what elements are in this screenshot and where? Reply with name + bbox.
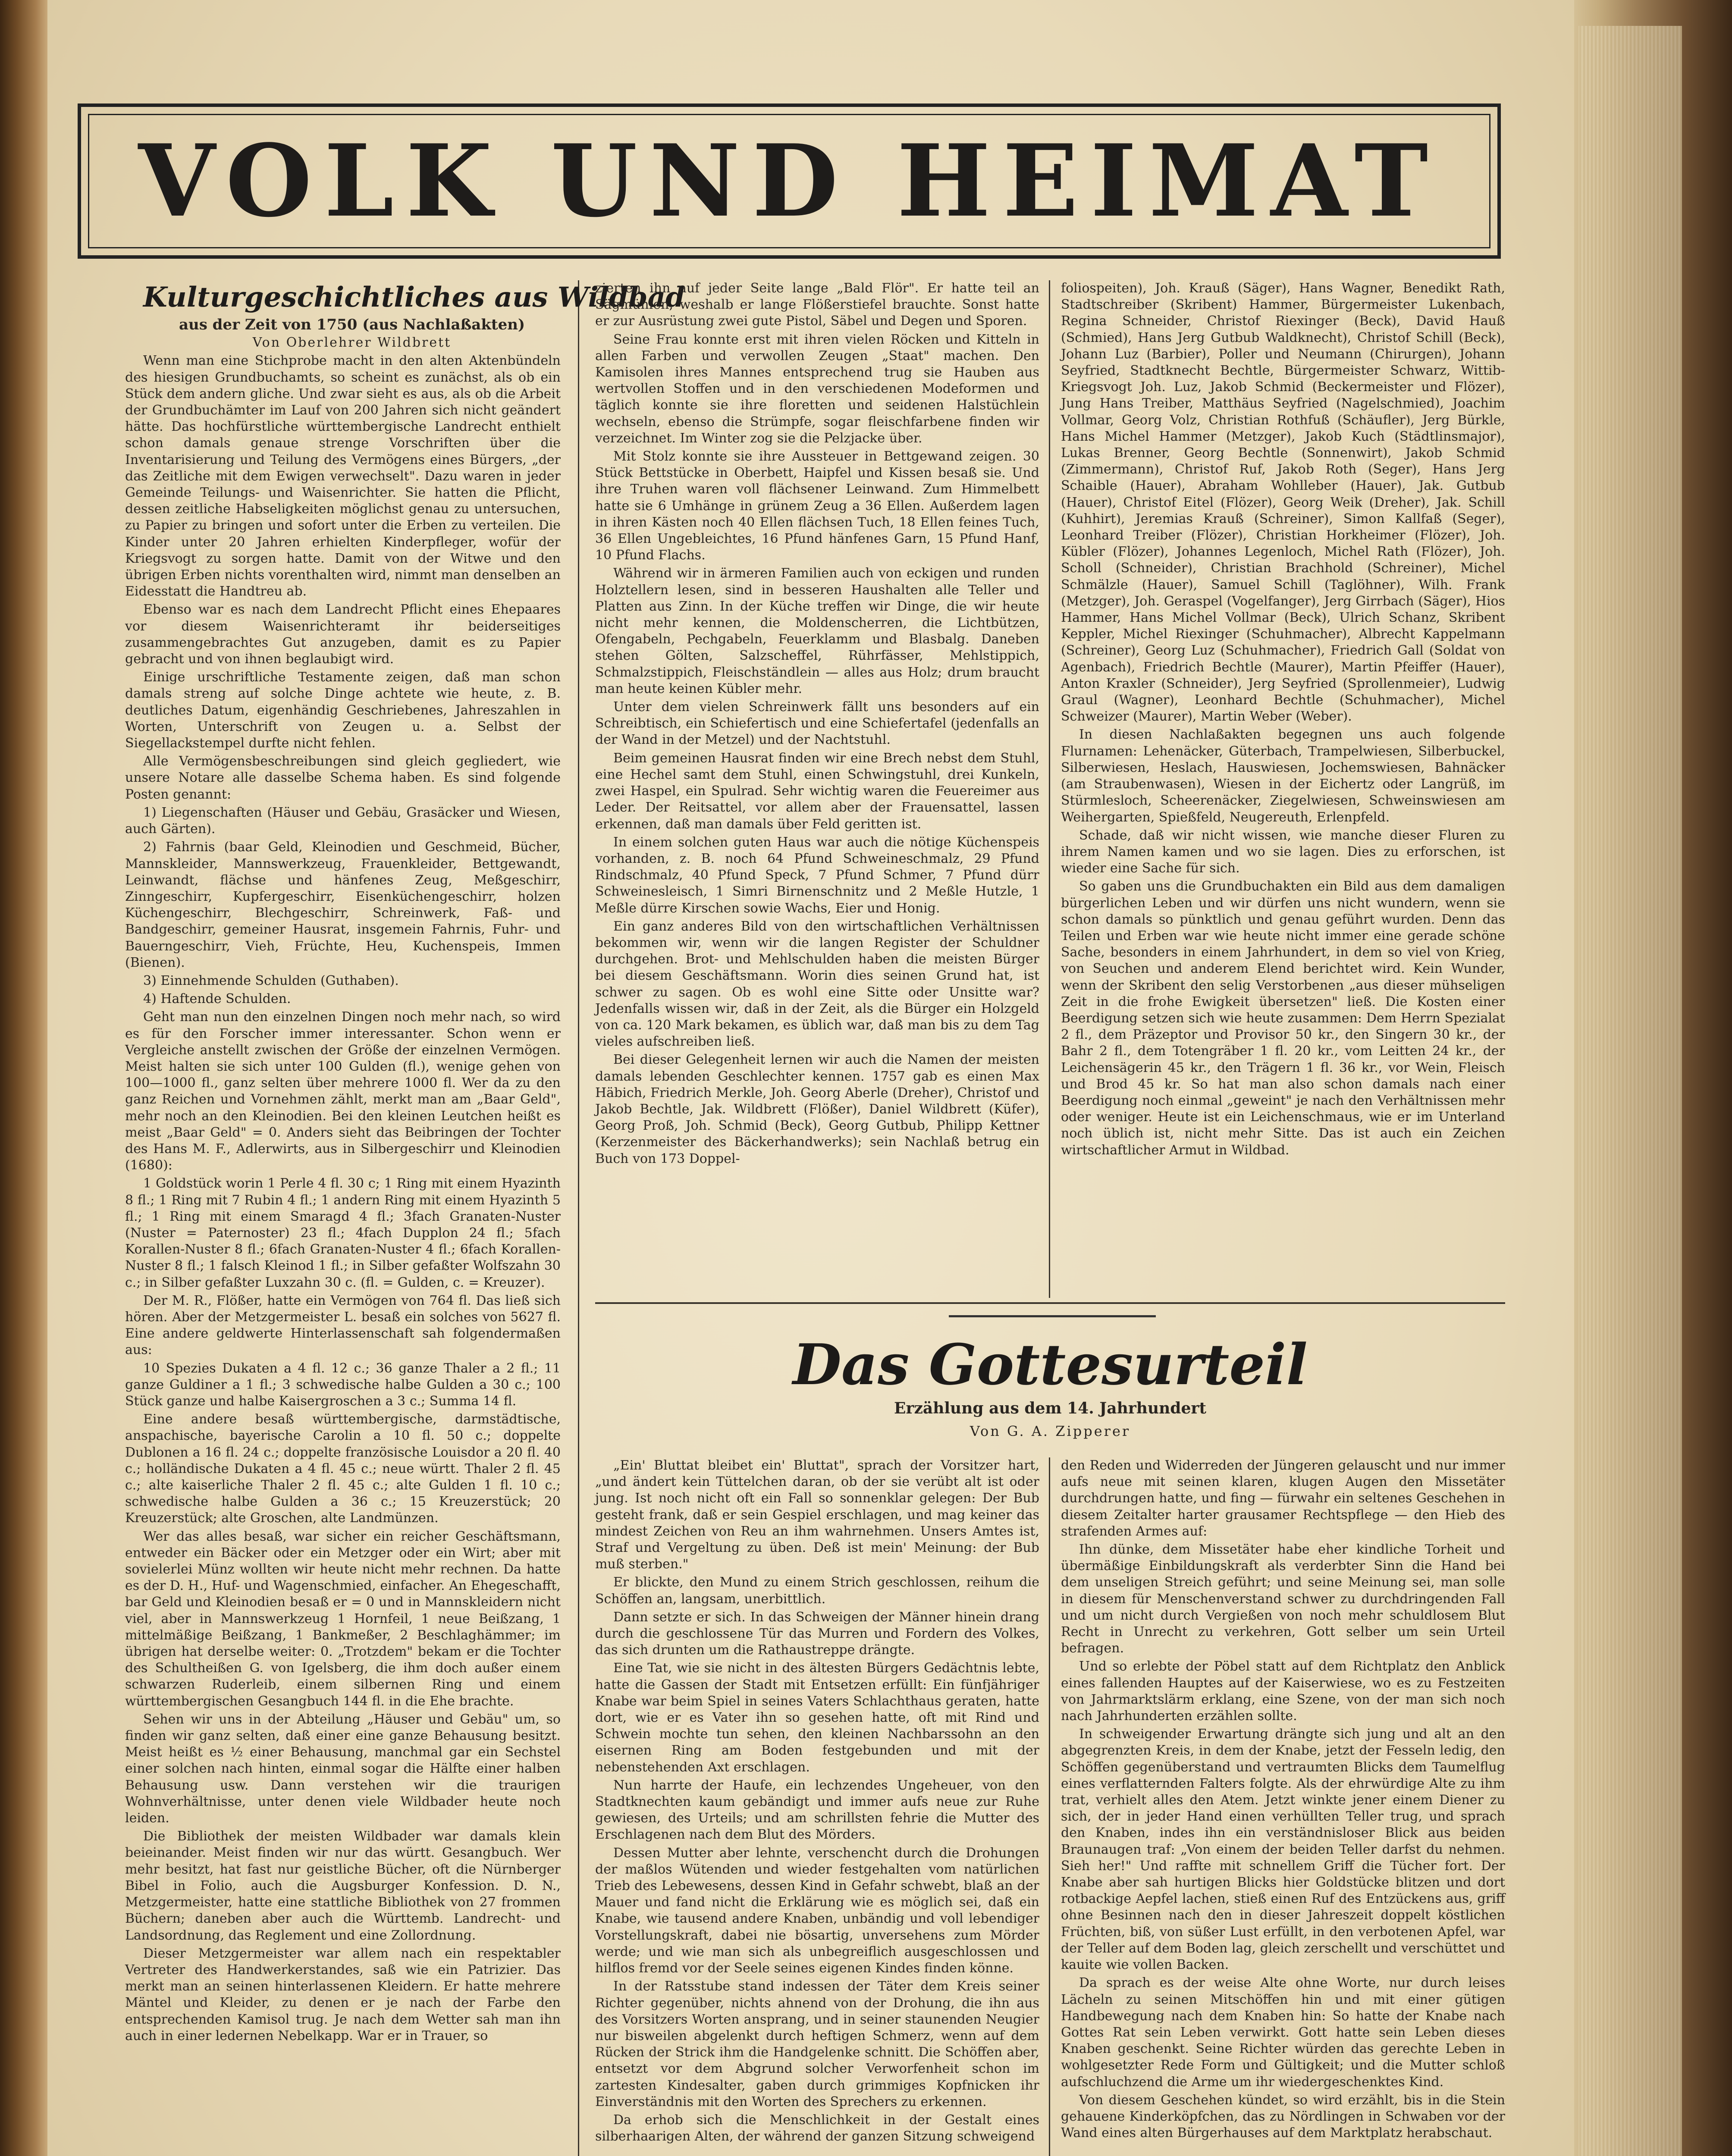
story-separator-rule <box>595 1302 1505 1304</box>
paragraph: Einige urschriftliche Testamente zeigen, daß man schon damals streng auf solche Dinge achtete wie heute, z. B. deutliches Datum, eigenhändig Geschriebenes, Jahreszahlen in Worten, Unterschrift von Zeugen u. a. Selbst der Siegellackstempel durfte nicht fehlen. <box>125 670 561 751</box>
list-item: 1) Liegenschaften (Häuser und Gebäu, Grasäcker und Wiesen, auch Gärten). <box>125 805 561 837</box>
paragraph: Wer das alles besaß, war sicher ein reicher Geschäftsmann, entweder ein Bäcker oder ein Metzger oder ein Wirt; aber mit sovielerlei Münz wollten wir heute nicht mehr rechnen. Da hatte es der D. H., Huf- und Wagenschmied, einfacher. An Ehegeschafft, bar Geld und Kleinodien besaß er = 0 und in Mannskleidern nicht viel, aber in Mannswerkzeug 1 Hornfeil, 1 neue Beißzang, 1 mittelmäßige Beißzang, 1 Bankmeßer, 2 Beschlaghämmer; im übrigen hat derselbe weiter: 0. „Trotzdem" bekam er die Tochter des Schultheißen G. von Igelsberg, die ihm doch außer einem schwarzen Ruderleib, einem silbernen Ring und einem württembergischen Gesangbuch 144 fl. in die Ehe brachte. <box>125 1529 561 1709</box>
paragraph: 1 Goldstück worin 1 Perle 4 fl. 30 c; 1 Ring mit einem Hyazinth 8 fl.; 1 Ring mit 7 Rubin 4 fl.; 1 andern Ring mit einem Hyazinth 5 fl.; 1 Ring mit einem Smaragd 4 fl.; 3fach Granaten-Nuster (Nuster = Paternoster) 23 fl.; 4fach Dupplon 24 fl.; 5fach Korallen-Nuster 8 fl.; 6fach Granaten-Nuster 4 fl.; 6fach Korallen-Nuster 8 fl.; 1 falsch Kleinod 1 fl.; in Silber gefaßter Wolfszahn 30 c.; in Silber gefaßter Luxzahn 30 c. (fl. = Gulden, c. = Kreuzer). <box>125 1176 561 1290</box>
article-title: Kulturgeschichtliches aus Wildbad <box>143 281 685 313</box>
paragraph: In schweigender Erwartung drängte sich jung und alt an den abgegrenzten Kreis, in dem der Knabe, jetzt der Fesseln ledig, den Schöffen gegenüberstand und vertraumten Blicks dem Taumelflug eines verflatternden Falters folgte. Als der ehrwürdige Alte zu ihm trat, verhielt alles den Atem. Jetzt winkte jener einem Diener zu sich, der in jeder Hand einen verhüllten Teller trug, und sprach den Knaben, indes ihn ein verständnisloser Blick aus beiden Braunaugen traf: „Von einem der beiden Teller darfst du nehmen. Sieh her!" Und raffte mit schnellem Griff die Tücher fort. Der Knabe aber sah hurtigen Blicks hier Goldstücke blitzen und dort rotbackige Aepfel lachen, stieß einen Ruf des Entzückens aus, griff ohne Besinnen nach den in dieser Jahreszeit doppelt köstlichen Früchten, biß, von süßer Lust erfüllt, in den verbotenen Apfel, war der Teller auf dem Boden lag, gleich zerschellt und verschüttet und kauite wie vollen Backen. <box>1061 1727 1505 1973</box>
list-item: 4) Haftende Schulden. <box>143 991 291 1007</box>
paragraph: In der Ratsstube stand indessen der Täter dem Kreis seiner Richter gegenüber, nichts ahnend von der Drohung, die ihn aus des Vorsitzers Worten ansprang, und in seiner staunenden Neugier nur bisweilen abgelenkt durch heftigen Schmerz, wenn auf dem Rücken der Strick ihm die Handgelenke schnitt. Die Schöffen aber, entsetzt vor dem Abgrund solcher Verworfenheit schon im zartesten Kindesalter, gaben durch grimmiges Kopfnicken ihr Einverständnis mit den Worten des Sprechers zu erkennen. <box>595 1979 1039 2109</box>
article-kulturgeschichte-column-2 <box>595 280 1039 1298</box>
paragraph: Und so erlebte der Pöbel statt auf dem Richtplatz den Anblick eines fallenden Hauptes auf der Kaiserwiese, wo es zu Festzeiten von Jahrmarktslärm erklang, eine Szene, von der man sich noch nach Jahrhunderten erzählen sollte. <box>1061 1659 1505 1724</box>
paragraph: Ein ganz anderes Bild von den wirtschaftlichen Verhältnissen bekommen wir, wenn wir die langen Register der Schuldner durchgehen. Brot- und Mehlschulden haben die meisten Bürger bei diesem Geschäftsmann. Worin dies seinen Grund hat, ist schwer zu sagen. Ob es wohl eine Sitte oder Unsitte war? Jedenfalls wissen wir, daß in der Zeit, als die Bürger ein Holzgeld von ca. 120 Mark bekamen, es üblich war, daß man bis zu dem Tag vieles aufschreiben ließ. <box>595 918 1039 1050</box>
paragraph: Dieser Metzgermeister war allem nach ein respektabler Vertreter des Handwerkerstandes, saß wie ein Patrizier. Das merkt man an seinen hinterlassenen Kleidern. Er hatte mehrere Mäntel und Kleider, zu denen er je nach der Farbe den entsprechenden Kamisol trug. Je nach dem Wetter sah man ihn auch in einer ledernen Nebelkapp. War er in Trauer, so <box>125 1946 561 2043</box>
paragraph: Dessen Mutter aber lehnte, verschencht durch die Drohungen der maßlos Wütenden und wieder festgehalten vom natürlichen Trieb des Lebewesens, dessen Kind in Gefahr schwebt, blaß an der Mauer und fand nicht die Erklärung wie es möglich sei, daß ein Knabe, wie tausend andere Knaben, unbändig und voll lebendiger Vorstellungskraft, dabei nie bösartig, unversehens zum Mörder werde; und wie man sich als unbegreiflich ausgeschlossen und hilflos fremd vor der Seele seines eigenen Kindes finden könne. <box>595 1845 1039 1976</box>
paragraph: Ebenso war es nach dem Landrecht Pflicht eines Ehepaares vor diesem Waisenrichteramt ihr beiderseitiges zusammengebrachtes Gut anzugeben, damit es zu Papier gebracht und von ihnen beglaubigt wird. <box>125 602 561 667</box>
story-column-1 <box>595 1457 1039 2156</box>
article-subtitle: aus der Zeit von 1750 (aus Nachlaßakten) <box>179 316 525 333</box>
book-binding-left <box>0 0 47 2156</box>
paragraph: Da erhob sich die Menschlichkeit in der Gestalt eines silberhaarigen Alten, der während der ganzen Sitzung schweigend <box>595 2112 1039 2144</box>
paragraph: Von diesem Geschehen kündet, so wird erzählt, bis in die Stein gehauene Kinderköpfchen, das zu Nördlingen in Schwaben vor der Wand eines alten Bürgerhauses auf dem Marktplatz herabschaut. <box>1061 2092 1505 2141</box>
paragraph: Die Bibliothek der meisten Wildbader war damals klein beieinander. Meist finden wir nur das württ. Gesangbuch. Wer mehr besitzt, hat fast nur geistliche Bücher, oft die Nürnberger Bibel in Folio, auch die Augsburger Konfession. D. N., Metzgermeister, hatte eine stattliche Bibliothek von 27 frommen Büchern; daneben aber auch die Württemb. Landrecht- und Landsordnung, das Reglement und eine Zollordnung. <box>125 1829 561 1943</box>
paragraph: Alle Vermögensbeschreibungen sind gleich gegliedert, wie unsere Notare alle dasselbe Schema haben. Es sind folgende Posten genannt: <box>125 754 561 802</box>
masthead-title: VOLK UND HEIMAT <box>138 123 1440 239</box>
column-rule-2 <box>1049 280 1050 1298</box>
article-kulturgeschichte-column-1 <box>125 280 685 2156</box>
page-stack <box>1578 26 1682 2156</box>
paragraph: Ihn dünke, dem Missetäter habe eher kindliche Torheit und übermäßige Einbildungskraft als verderbter Sinn die Hand bei dem unseligen Streich geführt; und seine Meinung sei, man solle in diesem für Menschenverstand schwer zu durchdringenden Fall und um nicht durch Vergießen von noch mehr schuldlosem Blut Recht in Unrecht zu verkehren, Gott selber um sein Urteil befragen. <box>1061 1542 1505 1656</box>
paragraph: Eine andere besaß württembergische, darmstädtische, anspachische, bayerische Carolin a 10 fl. 50 c.; doppelte Dublonen a 16 fl. 24 c.; doppelte französische Louisdor a 20 fl. 40 c.; holländische Dukaten a 4 fl. 45 c.; neue württ. Thaler 2 fl. 45 c.; alte kaiserliche Thaler 2 fl. 45 c.; alte Gulden 1 fl. 10 c.; schwedische halbe Gulden a 36 c.; 15 Kreuzerstück; 20 Kreuzerstück; alte Groschen, alte Landmünzen. <box>125 1412 561 1526</box>
masthead-frame <box>78 103 1501 259</box>
paragraph: Beim gemeinen Hausrat finden wir eine Brech nebst dem Stuhl, eine Hechel samt dem Stuhl, einen Schwingstuhl, drei Kunkeln, zwei Haspel, ein Spulrad. Sehr wichtig waren die Feuereimer aus Leder. Der Reitsattel, vor allem aber der Frauensattel, lassen erkennen, daß man damals über Feld geritten ist. <box>595 750 1039 832</box>
paragraph: Unter dem vielen Schreinwerk fällt uns besonders auf ein Schreibtisch, ein Schiefertisch und eine Schiefertafel (jedenfalls an der Wand in der Metzel) und der Nachtstuhl. <box>595 699 1039 748</box>
paragraph: Mit Stolz konnte sie ihre Aussteuer in Bettgewand zeigen. 30 Stück Bettstücke in Oberbett, Haipfel und Kissen besaß sie. Und ihre Truhen waren voll flächsener Leinwand. Zum Himmelbett hatte sie 6 Umhänge in grünem Zeug a 36 Ellen. Außerdem lagen in ihren Kästen noch 40 Ellen flächsen Tuch, 18 Ellen feines Tuch, 36 Ellen Ungebleichtes, 16 Pfund hänfenes Garn, 15 Pfund Hanf, 10 Pfund Flachs. <box>595 449 1039 563</box>
paragraph: Bei dieser Gelegenheit lernen wir auch die Namen der meisten damals lebenden Geschlechter kennen. 1757 gab es einen Max Häbich, Friedrich Merkle, Joh. Georg Aberle (Dreher), Christof und Jakob Bechtle, Jak. Wildbrett (Flößer), Daniel Wildbrett (Küfer), Georg Proß, Joh. Schmid (Beck), Georg Gutbub, Philipp Kettner (Kerzenmeister des Bäckerhandwerks); sein Nachlaß betrug ein Buch von 173 Doppel- <box>595 1052 1039 1166</box>
paragraph: Schade, daß wir nicht wissen, wie manche dieser Fluren zu ihrem Namen kamen und wo sie lagen. Dies zu erforschen, ist wieder eine Sache für sich. <box>1061 827 1505 876</box>
list-item: 3) Einnehmende Schulden (Guthaben). <box>143 973 399 988</box>
paragraph: Wenn man eine Stichprobe macht in den alten Aktenbündeln des hiesigen Grundbuchamts, so scheint es zunächst, als ob ein Stück dem andern gliche. Und zwar sieht es aus, als ob die Arbeit der Grundbuchämter im Lauf von 200 Jahren sich nicht geändert hätte. Das hochfürstliche württembergische Landrecht enthielt schon damals genaue strenge Vorschriften über die Inventarisierung und Teilung des Vermögens eines Bürgers, „der das Zeitliche mit dem Ewigen verwechselt". Dazu waren in jeder Gemeinde Teilungs- und Waisenrichter. Sie hatten die Pflicht, dessen zeitliche Habseligkeiten möglichst genau zu untersuchen, zu Papier zu bringen und sofort unter die Erben zu verteilen. Die Kinder unter 20 Jahren erhielten Kinderpfleger, wofür der Kriegsvogt zu sorgen hatte. Damit von der Witwe und den übrigen Erben nichts vorenthalten wird, nimmt man denselben an Eidesstatt die Handtreu ab. <box>125 353 561 599</box>
paragraph: In einem solchen guten Haus war auch die nötige Küchenspeis vorhanden, z. B. noch 64 Pfund Schweineschmalz, 29 Pfund Rindschmalz, 40 Pfund Speck, 7 Pfund Schmer, 7 Pfund dürr Schweinesleisch, 1 Simri Birnenschnitz und 2 Meßle Hutzle, 1 Meßle dürre Kirschen sowie Wachs, Eier und Honig. <box>595 834 1039 916</box>
paragraph: In diesen Nachlaßakten begegnen uns auch folgende Flurnamen: Lehenäcker, Güterbach, Trampelwiesen, Silberbuckel, Silberwiesen, Heslach, Hauswiesen, Jochemswiesen, Bahnäcker (am Straubenwasen), Wiesen in der Eichertz oder Langrüß, im Stürmlesloch, Scheerenäcker, Ziegelwiesen, Schweinswiesen am Weihergarten, Spießfeld, Neugereuth, Erlenpfeld. <box>1061 727 1505 825</box>
paragraph: Da sprach es der weise Alte ohne Worte, nur durch leises Lächeln zu seinen Mitschöffen hin und mit einer gütigen Handbewegung nach dem Knaben hin: So hatte der Knabe nach Gottes Rat sein Leben verwirkt. Gott hatte sein Leben dieses Knaben geschenkt. Seine Richter würden das gerechte Leben in wohlgesetzter Rede Form und Gültigkeit; und die Mutter schloß aufschluchzend die Arme um ihr wiedergeschenktes Kind. <box>1061 1975 1505 2090</box>
paragraph: So gaben uns die Grundbuchakten ein Bild aus dem damaligen bürgerlichen Leben und wir dürfen uns nicht wundern, wenn sie schon damals so pünktlich und genau geführt wurden. Denn das Teilen und Erben war wie heute nicht immer eine gerade schöne Sache, besonders in einem Jahrhundert, in dem so viel von Krieg, von Seuchen und anderem Elend berichtet wird. Kein Wunder, wenn der Skribent den selig Verstorbenen „aus dieser mühseligen Zeit in die frohe Ewigkeit übersetzen" ließ. Die Kosten einer Beerdigung setzen sich wie heute zusammen: Dem Herrn Spezialat 2 fl., dem Präzeptor und Provisor 50 kr., den Singern 30 kr., der Bahr 2 fl., dem Totengräber 1 fl. 20 kr., vom Leitten 24 kr., der Leichensägerin 45 kr., den Trägern 1 fl. 36 kr., vor Wein, Fleisch und Brod 45 kr. So hat man also schon damals nach einer Beerdigung noch einmal „geweint" je nach den Verhältnissen mehr oder weniger. Heute ist ein Leichenschmaus, wie er im Unterland noch üblich ist, nicht mehr Sitte. Das ist auch ein Zeichen wirtschaftlicher Armut in Wildbad. <box>1061 879 1505 1158</box>
article-byline: Von Oberlehrer Wildbrett <box>252 335 452 351</box>
column-rule-1 <box>578 280 579 2156</box>
paragraph: den Reden und Widerreden der Jüngeren gelauscht und nur immer aufs neue mit seinen klaren, klugen Augen den Missetäter durchdrungen hatte, und fing — fürwahr ein seltenes Geschehen in diesem Zeitalter harter grausamer Rechtspflege — den Hieb des strafenden Armes auf: <box>1061 1458 1505 1539</box>
paragraph: 10 Spezies Dukaten a 4 fl. 12 c.; 36 ganze Thaler a 2 fl.; 11 ganze Guldiner a 1 fl.; 3 schwedische halbe Gulden a 30 c.; 100 Stück ganze und halbe Kaisergroschen a 3 c.; Summa 14 fl. <box>125 1360 561 1409</box>
paragraph: Geht man nun den einzelnen Dingen noch mehr nach, so wird es für den Forscher immer interessanter. Schon wenn er Vergleiche anstellt zwischen der Größe der einzelnen Vermögen. Meist halten sie sich unter 100 Gulden (fl.), wenige gehen von 100—1000 fl., ganz selten über mehrere 1000 fl. Wer da zu den ganz Reichen und Vornehmen zählt, merkt man am „Baar Geld", mehr noch an den Kleinodien. Bei den kleinen Leutchen heißt es meist „Baar Geld" = 0. Anders sieht das Beibringen der Tochter des Hans M. F., Adlerwirts, aus in Silbergeschirr und Kleinodien (1680): <box>125 1009 561 1173</box>
masthead-inner-frame <box>88 114 1490 248</box>
title-decor-rule <box>949 1315 1156 1317</box>
paragraph: Während wir in ärmeren Familien auch von eckigen und runden Holztellern lesen, sind in besseren Haushalten alle Teller und Platten aus Zinn. In der Küche treffen wir Dinge, die wir heute nicht mehr kennen, die Moldenscherren, die Lichtbützen, Ofengabeln, Pechgabeln, Feuerklamm und Blasbalg. Daneben stehen Gölten, Salzscheffel, Rührfässer, Mehlstippich, Schmalzstippich, Fleischständlein — alles aus Holz; drum braucht man heute keinen Kübler mehr. <box>595 566 1039 696</box>
paragraph: Eine Tat, wie sie nicht in des ältesten Bürgers Gedächtnis lebte, hatte die Gassen der Stadt mit Entsetzen erfüllt: Ein fünfjähriger Knabe war beim Spiel in seines Vaters Schlachthaus geraten, hatte dort, wie er es Vater ihn so gesehen hatte, oft mit Rind und Schwein mochte tun sehen, den kleinen Nachbarssohn an den eisernen Ring am Boden festgebunden und mit der nebenstehenden Axt erschlagen. <box>595 1661 1039 1775</box>
article-kulturgeschichte-column-3 <box>1061 280 1505 1298</box>
story-byline: Von G. A. Zipperer <box>970 1423 1131 1439</box>
story-title: Das Gottesurteil <box>793 1332 1308 1398</box>
paragraph: Dann setzte er sich. In das Schweigen der Männer hinein drang durch die geschlossene Tür das Murren und Fordern des Volkes, das sich drunten um die Rathaustreppe drängte. <box>595 1609 1039 1658</box>
paragraph: Nun harrte der Haufe, ein lechzendes Ungeheuer, von den Stadtknechten kaum gebändigt und immer aufs neue zur Ruhe gewiesen, des Urteils; und am schrillsten fehrie die Mutter des Erschlagenen nach dem Blut des Mörders. <box>595 1777 1039 1843</box>
paragraph: Er blickte, den Mund zu einem Strich geschlossen, reihum die Schöffen an, langsam, unerbittlich. <box>595 1575 1039 1607</box>
paragraph: „Ein' Bluttat bleibet ein' Bluttat", sprach der Vorsitzer hart, „und ändert kein Tüttelchen daran, ob der sie verübt alt ist oder jung. Ist noch nicht oft ein Fall so sonnenklar gelegen: Der Bub gesteht frank, daß er sein Gespiel erschlagen, und mag keiner das mindest Zeichen von Reu an ihm wahrnehmen. Unsers Amtes ist, Straf und Vergeltung zu üben. Deß ist mein' Meinung: der Bub muß sterben." <box>595 1458 1039 1572</box>
paragraph: zierten ihn auf jeder Seite lange „Bald Flör". Er hatte teil an Sägmühlen, weshalb er lange Flößerstiefel brauchte. Sonst hatte er zur Ausrüstung zwei gute Pistol, Säbel und Degen und Sporen. <box>595 281 1039 329</box>
paragraph: Seine Frau konnte erst mit ihren vielen Röcken und Kitteln in allen Farben und verwollen Zeugen „Staat" machen. Den Kamisolen ihres Mannes entsprechend trug sie Hauben aus wertvollen Stoffen und in den verschiedenen Modeformen und täglich konnte sie ihre floretten und seidenen Halstüchlein wechseln, ebenso die Strümpfe, sogar fleischfarbene finden wir verzeichnet. Im Winter zog sie die Pelzjacke über. <box>595 332 1039 446</box>
list-item: 2) Fahrnis (baar Geld, Kleinodien und Geschmeid, Bücher, Mannskleider, Mannswerkzeug, Frauenkleider, Bettgewandt, Leinwandt, flächse und hänfenes Zeug, Meßgeschirr, Zinngeschirr, Kupfergeschirr, Eisenküchengeschirr, holzen Küchengeschirr, Blechgeschirr, Schreinwerk, Faß- und Bandgeschirr, gemeiner Hausrat, insgemein Fahrnis, Fuhr- und Bauerngeschirr, Vieh, Früchte, Heu, Kuchenspeis, Immen (Bienen). <box>125 840 561 970</box>
column-rule-3 <box>1049 1457 1050 2156</box>
story-column-2 <box>1061 1457 1505 2156</box>
paragraph: Der M. R., Flößer, hatte ein Vermögen von 764 fl. Das ließ sich hören. Aber der Metzgermeister L. besaß ein solches von 5627 fl. Eine andere geldwerte Hinterlassenschaft sah folgendermaßen aus: <box>125 1293 561 1358</box>
paragraph: Sehen wir uns in der Abteilung „Häuser und Gebäu" um, so finden wir ganz selten, daß einer eine ganze Behausung besitzt. Meist heißt es ½ einer Behausung, manchmal gar ein Sechstel einer solchen nach hinten, einmal sogar die Hälfte einer halben Behausung usw. Dann verstehen wir die traurigen Wohnverhältnisse, unter denen viele Wildbader heute noch leiden. <box>125 1711 561 1826</box>
paragraph: foliospeiten), Joh. Krauß (Säger), Hans Wagner, Benedikt Rath, Stadtschreiber (Skribent) Hammer, Bürgermeister Lukenbach, Regina Schneider, Christof Riexinger (Beck), David Hauß (Schmied), Hans Jerg Gutbub Waldknecht), Christof Schill (Beck), Johann Luz (Barbier), Poller und Neumann (Chirurgen), Johann Seyfried, Stadtknecht Bechtle, Bürgermeister Schwarz, Wittib-Kriegsvogt Joh. Luz, Jakob Schmid (Beckermeister und Flözer), Jung Hans Treiber, Matthäus Seyfried (Nagelschmied), Joachim Vollmar, Georg Volz, Christian Rothfuß (Schäufler), Jerg Bürkle, Hans Michel Hammer (Metzger), Jakob Kuch (Städtlinsmajor), Lukas Brenner, Georg Bechtle (Sonnenwirt), Jakob Schmid (Zimmermann), Christof Ruf, Jakob Roth (Seger), Hans Jerg Schaible (Hauer), Abraham Wohlleber (Hauer), Jak. Gutbub (Hauer), Christof Eitel (Flözer), Georg Weik (Dreher), Jak. Schill (Kuhhirt), Jeremias Krauß (Schreiner), Simon Kallfaß (Seger), Leonhard Treiber (Flözer), Christian Horkheimer (Flözer), Joh. Kübler (Flözer), Johannes Legenloch, Michel Rath (Flözer), Joh. Scholl (Schneider), Christian Brachhold (Schreiner), Michel Schmälzle (Hauer), Samuel Schill (Taglöhner), Wilh. Frank (Metzger), Joh. Geraspel (Vogelfanger), Jerg Girrbach (Säger), Hios Hammer, Hans Michel Vollmar (Beck), Ulrich Schanz, Skribent Keppler, Michel Riexinger (Schuhmacher), Albrecht Kappelmann (Schreiner), Georg Luz (Schuhmacher), Friedrich Gall (Soldat von Agenbach), Friedrich Bechtle (Maurer), Martin Pfeiffer (Hauer), Anton Kraxler (Schneider), Jerg Seyfried (Sprollenmeier), Ludwig Graul (Wagner), Leonhard Bechtle (Schuhmacher), Michel Schweizer (Maurer), Martin Weber (Weber). <box>1061 281 1505 724</box>
story-subtitle: Erzählung aus dem 14. Jahrhundert <box>894 1399 1206 1417</box>
